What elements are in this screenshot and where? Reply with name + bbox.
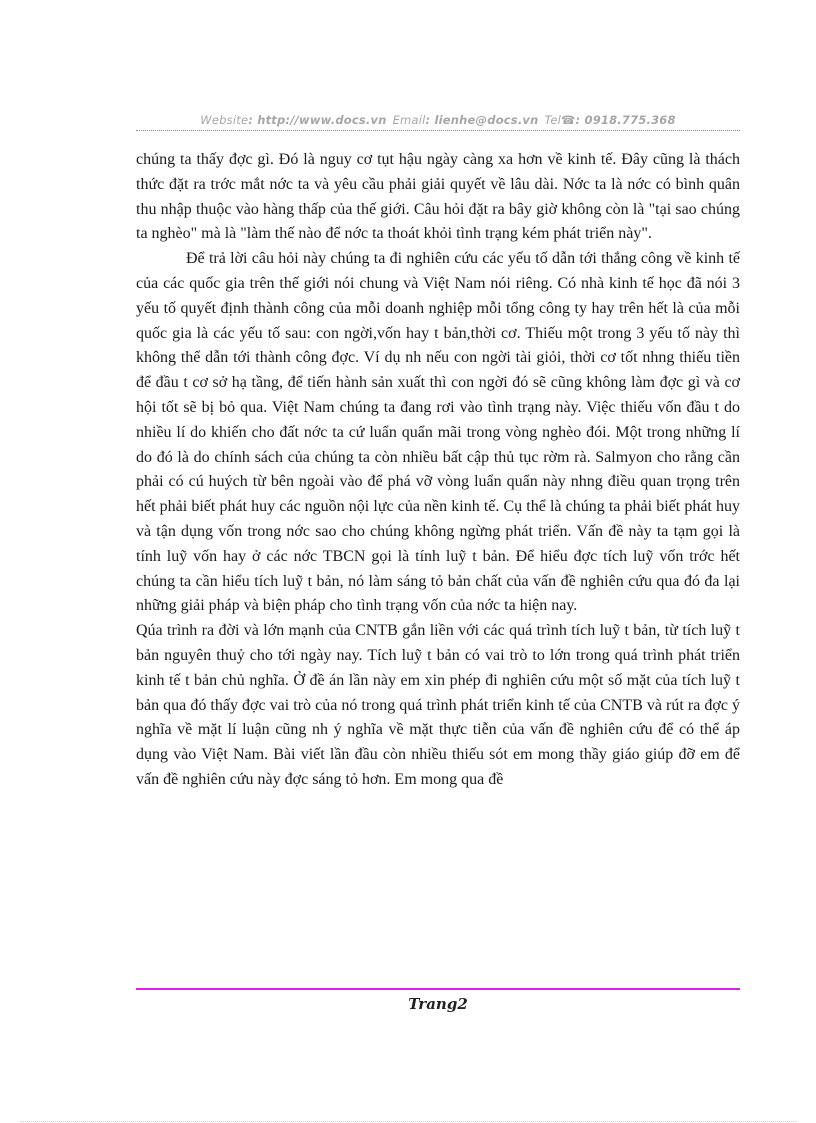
header-divider xyxy=(136,130,740,131)
website-label: Website xyxy=(200,113,249,127)
paragraph-2: Để trả lời câu hỏi này chúng ta đi nghiên cứu các yếu tố dẫn tới thắng công về kinh tế của các quốc gia trên thế giới nói chung và Việt Nam nói riêng. Có nhà kinh tế học đã nói 3 yếu tố quyết định thành công của mỗi doanh nghiệp mỗi tổng công ty hay trên hết là của mỗi quốc gia là các yếu tố sau: con ngời,vốn hay t bản,thời cơ. Thiếu một trong 3 yếu tố này thì không thể dẫn tới thành công đợc. Ví dụ nh nếu con ngời tài giỏi, thời cơ tốt nhng thiếu tiền để đầu t cơ sở hạ tầng, để tiến hành sản xuất thì con ngời đó sẽ cũng không làm đợc gì và cơ hội tốt sẽ bị bỏ qua. Việt Nam chúng ta đang rơi vào tình trạng này. Việc thiếu vốn đầu t do nhiều lí do khiến cho đất nớc ta cứ luẩn quẩn mãi trong vòng nghèo đói. Một trong những lí do đó là do chính sách của chúng ta còn nhiều bất cập thủ tục rờm rà. Salmyon cho rằng cần phải có cú huých từ bên ngoài vào để phá vỡ vòng luẩn quẩn này nhng điều quan trọng trên hết phải biết phát huy các nguồn nội lực của nền kinh tế. Cụ thể là chúng ta phải biết phát huy và tận dụng vốn trong nớc sao cho chúng không ngừng phát triển. Vấn đề này ta tạm gọi là tính luỹ vốn hay ở các nớc TBCN gọi là tính luỹ t bản. Để hiểu đợc tích luỹ vốn trớc hết chúng ta cần hiểu tích luỹ t bản, nó làm sáng tỏ bản chất của vấn đề nghiên cứu qua đó đa lại những giải pháp và biện pháp cho tình trạng vốn của nớc ta hiện nay. xyxy=(136,250,740,615)
phone-icon: ☎ xyxy=(561,113,576,127)
paragraph-3: Qúa trình ra đời và lớn mạnh của CNTB gắn liền với các quá trình tích luỹ t bản, từ tích luỹ t bản nguyên thuỷ cho tới ngày nay. Tích luỹ t bản có vai trò to lớn trong quá trình phát triển kinh tế t bản chủ nghĩa. Ở đề án lần này em xin phép đi nghiên cứu một số mặt của tích luỹ t bản qua đó thấy đợc vai trò của nó trong quá trình phát triển kinh tế của CNTB và rút ra đợc ý nghĩa về mặt lí luận cũng nh ý nghĩa về mặt thực tiễn của vấn đề nghiên cứu để có thể áp dụng vào Việt Nam. Bài viết lần đầu còn nhiều thiếu sót em mong thầy giáo giúp đỡ em để vấn đề nghiên cứu này đợc sáng tỏ hơn. Em mong qua đề xyxy=(136,622,740,788)
page-header xyxy=(136,113,740,127)
page-bottom-border xyxy=(20,1121,796,1122)
email-label: Email xyxy=(392,113,426,127)
footer-divider xyxy=(136,988,740,990)
tel-label: Tel xyxy=(544,113,561,127)
email-value[interactable]: : lienhe@docs.vn xyxy=(425,113,539,127)
tel-value: : 0918.775.368 xyxy=(575,113,676,127)
website-url[interactable]: : http://www.docs.vn xyxy=(248,113,387,127)
paragraph-1: chúng ta thấy đợc gì. Đó là nguy cơ tụt hậu ngày càng xa hơn về kinh tế. Đây cũng là thách thức đặt ra trớc mắt nớc ta và yêu cầu phải giải quyết về lâu dài. Nớc ta là nớc có bình quân thu nhập thuộc vào hàng thấp của thế giới. Câu hỏi đặt ra bây giờ không còn là "tại sao chúng ta nghèo" mà là "làm thế nào để nớc ta thoát khỏi tình trạng kém phát triển này". xyxy=(136,151,740,243)
page-number: Trang2 xyxy=(408,995,468,1013)
document-body xyxy=(136,148,740,793)
